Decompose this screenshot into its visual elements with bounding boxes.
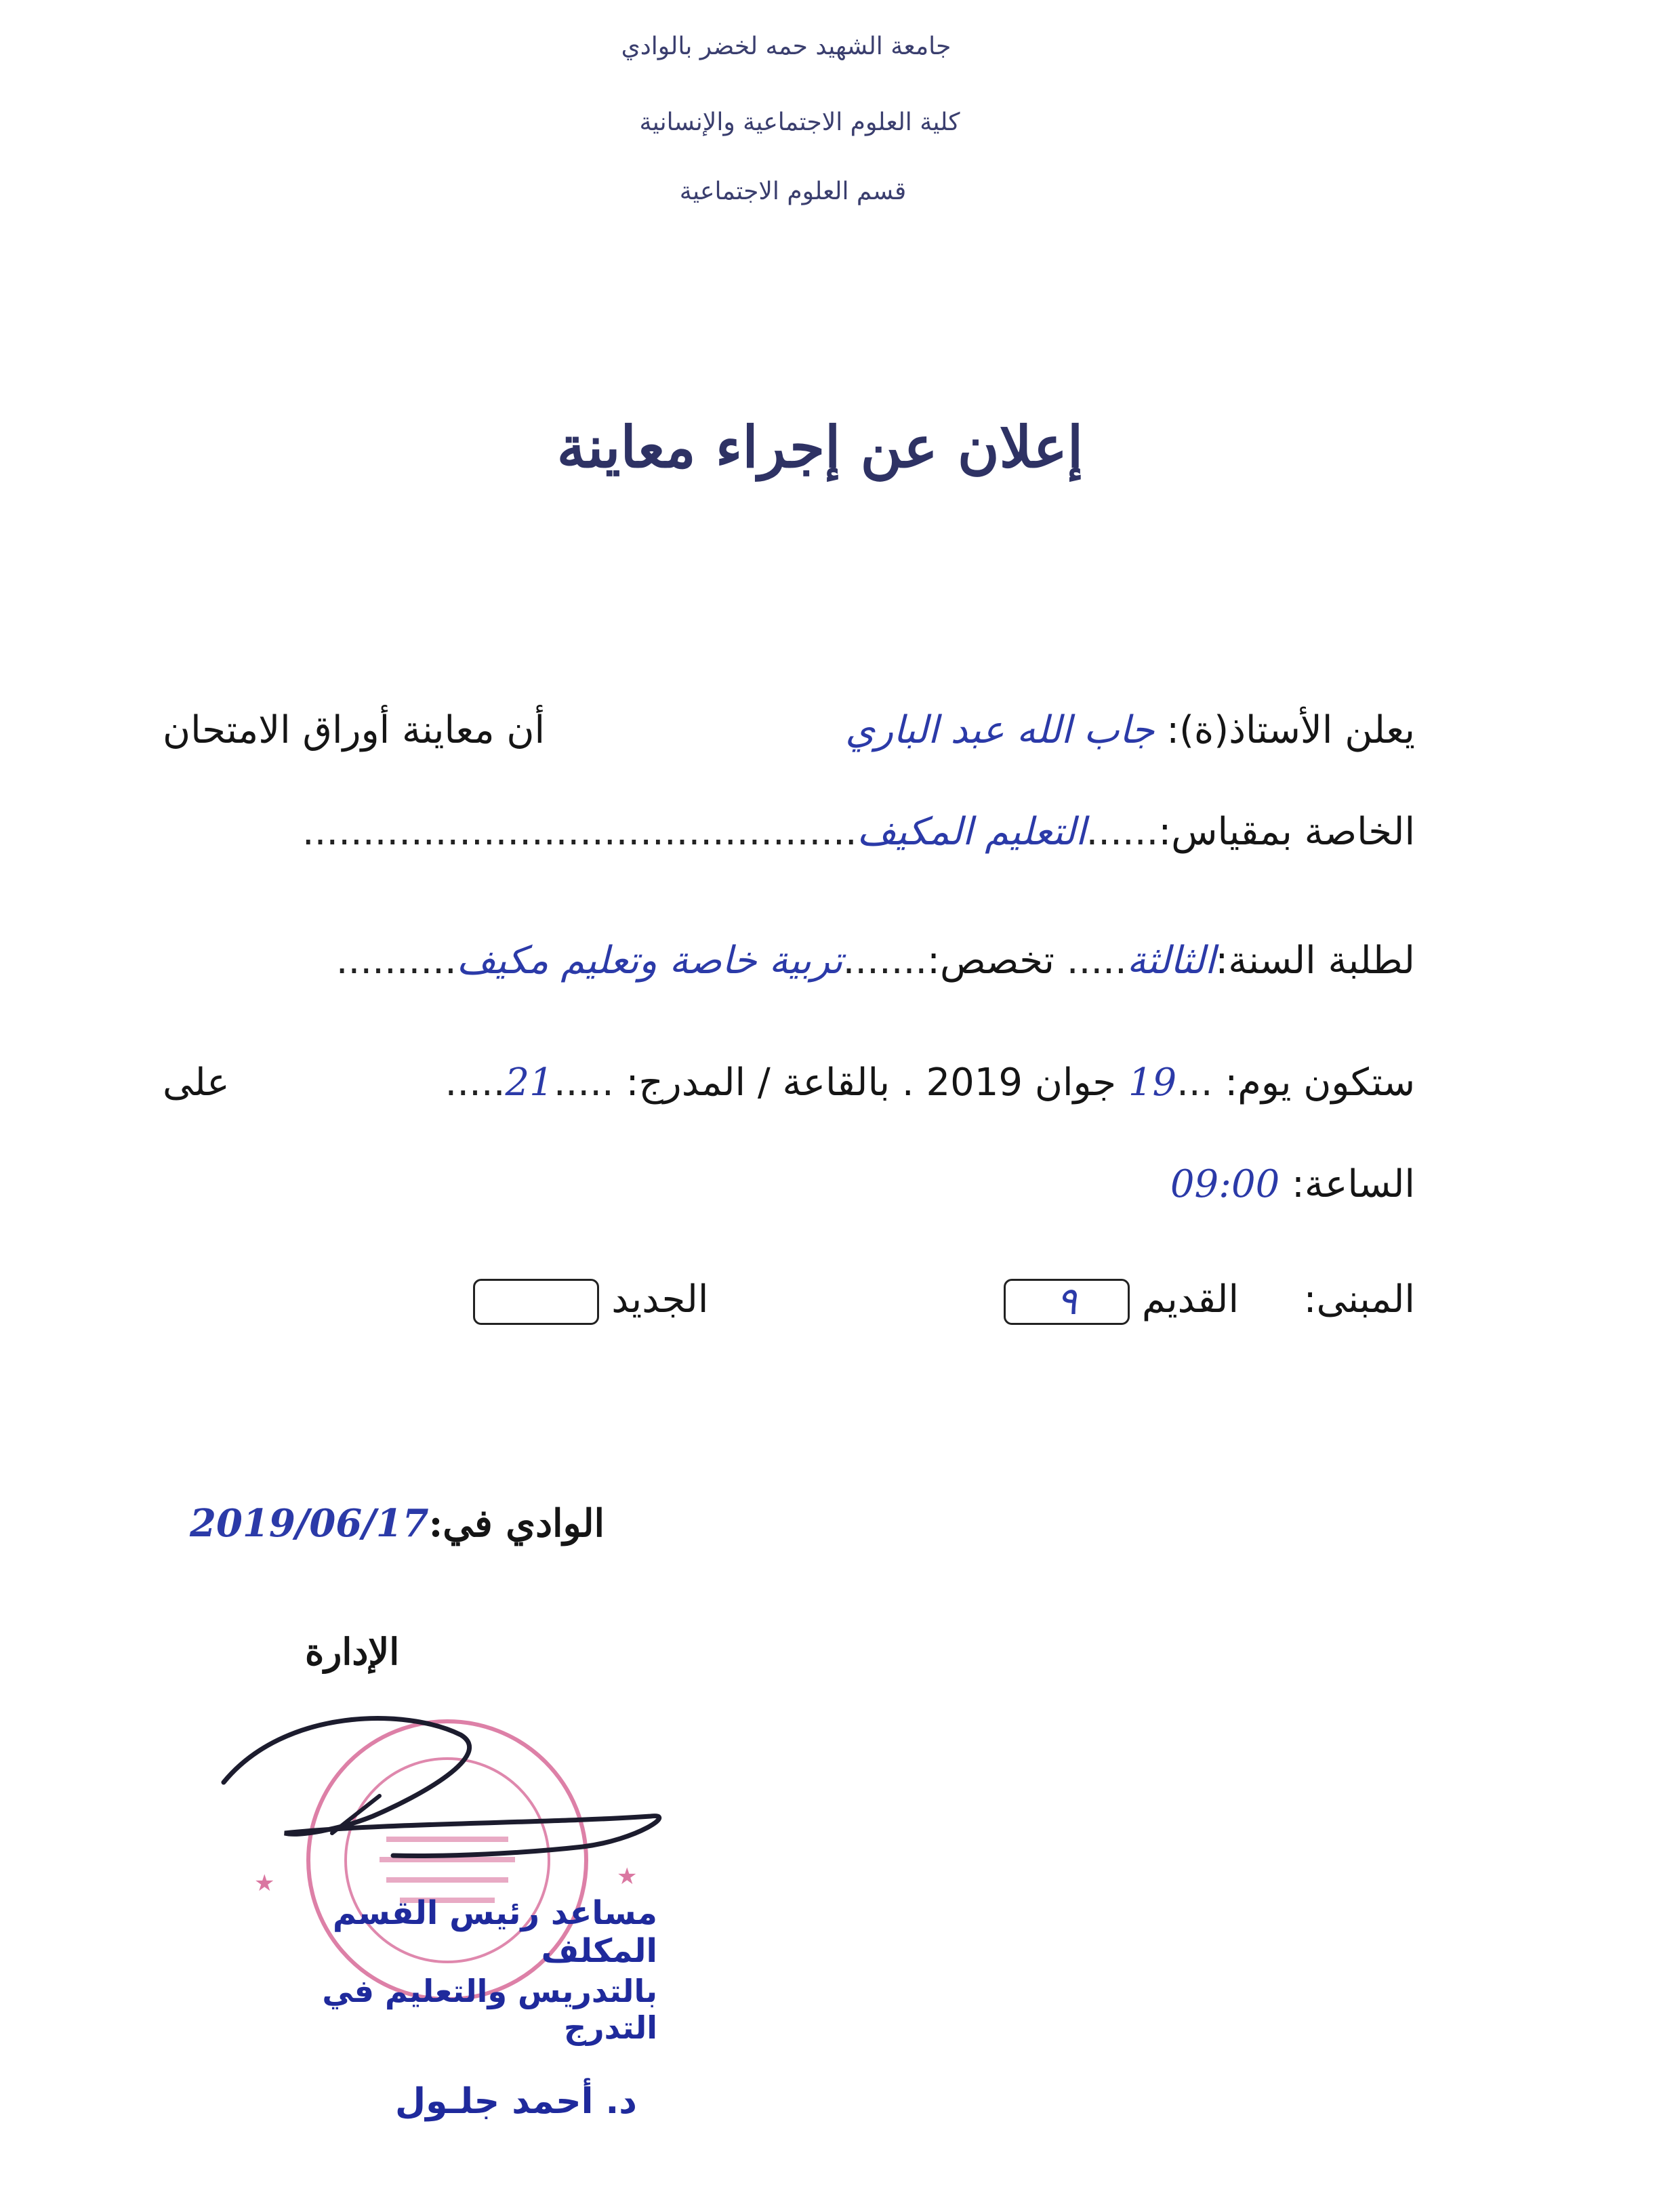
new-building-checkbox <box>473 1279 599 1325</box>
place-label: الوادي في: <box>428 1501 605 1546</box>
schedule-line: ستكون يوم: ...19 جوان 2019 . بالقاعة / المدرج: .....21..... على <box>163 1061 1415 1105</box>
professor-label: يعلن الأستاذ(ة): <box>1166 708 1415 752</box>
new-building-label: الجديد <box>611 1277 709 1322</box>
day-value: 19 <box>1128 1061 1177 1105</box>
signatory-name: د. أحمد جلـول <box>394 2081 637 2122</box>
svg-text:★: ★ <box>254 1870 275 1897</box>
time-line <box>163 1162 1415 1206</box>
year-value: الثالثة <box>1126 939 1216 983</box>
signatory-title-line1: مساعد رئيس القسم المكلف <box>332 1894 657 1970</box>
module-line: الخاصة بمقياس:......التعليم المكيف.............................................. <box>302 810 1415 854</box>
building-label: المبنى: <box>1303 1277 1415 1322</box>
professor-tail: أن معاينة أوراق الامتحان <box>163 708 546 752</box>
administration-label: الإدارة <box>305 1630 400 1673</box>
signature-block <box>251 1894 657 2122</box>
header-university: جامعة الشهيد حمه لخضر بالوادي <box>621 33 951 60</box>
month-year-text: جوان 2019 . بالقاعة / المدرج: <box>626 1061 1117 1105</box>
header-department: قسم العلوم الاجتماعية <box>679 178 907 205</box>
professor-line <box>163 708 1415 752</box>
specialty-label: تخصص: <box>927 939 1054 983</box>
announcement-title: إعلان عن إجراء معاينة <box>556 413 1084 480</box>
svg-text:★: ★ <box>617 1863 638 1890</box>
signatory-title-line2: بالتدريس والتعليم في التدرج <box>322 1973 657 2046</box>
module-value: التعليم المكيف <box>857 810 1086 854</box>
old-building-label: القديم <box>1141 1277 1240 1322</box>
time-value: 09:00 <box>1170 1162 1280 1206</box>
old-building-checkbox: ٩ <box>1004 1279 1130 1325</box>
specialty-value: تربية خاصة وتعليم مكيف <box>456 939 843 983</box>
day-label: ستكون يوم: <box>1225 1061 1415 1105</box>
on-label: على <box>163 1061 230 1105</box>
year-line: لطلبة السنة:الثالثة..... تخصص:.......تربية خاصة وتعليم مكيف.......... <box>335 939 1415 983</box>
date-value: 2019/06/17 <box>190 1501 429 1546</box>
place-date <box>190 1501 605 1546</box>
time-label: الساعة: <box>1292 1162 1415 1206</box>
professor-value: جاب الله عبد الباري <box>845 708 1155 752</box>
header-faculty: كلية العلوم الاجتماعية والإنسانية <box>639 108 960 136</box>
year-label: لطلبة السنة: <box>1215 939 1415 983</box>
room-value: 21 <box>505 1061 554 1105</box>
module-label: الخاصة بمقياس: <box>1158 810 1415 854</box>
building-line <box>163 1277 1415 1325</box>
